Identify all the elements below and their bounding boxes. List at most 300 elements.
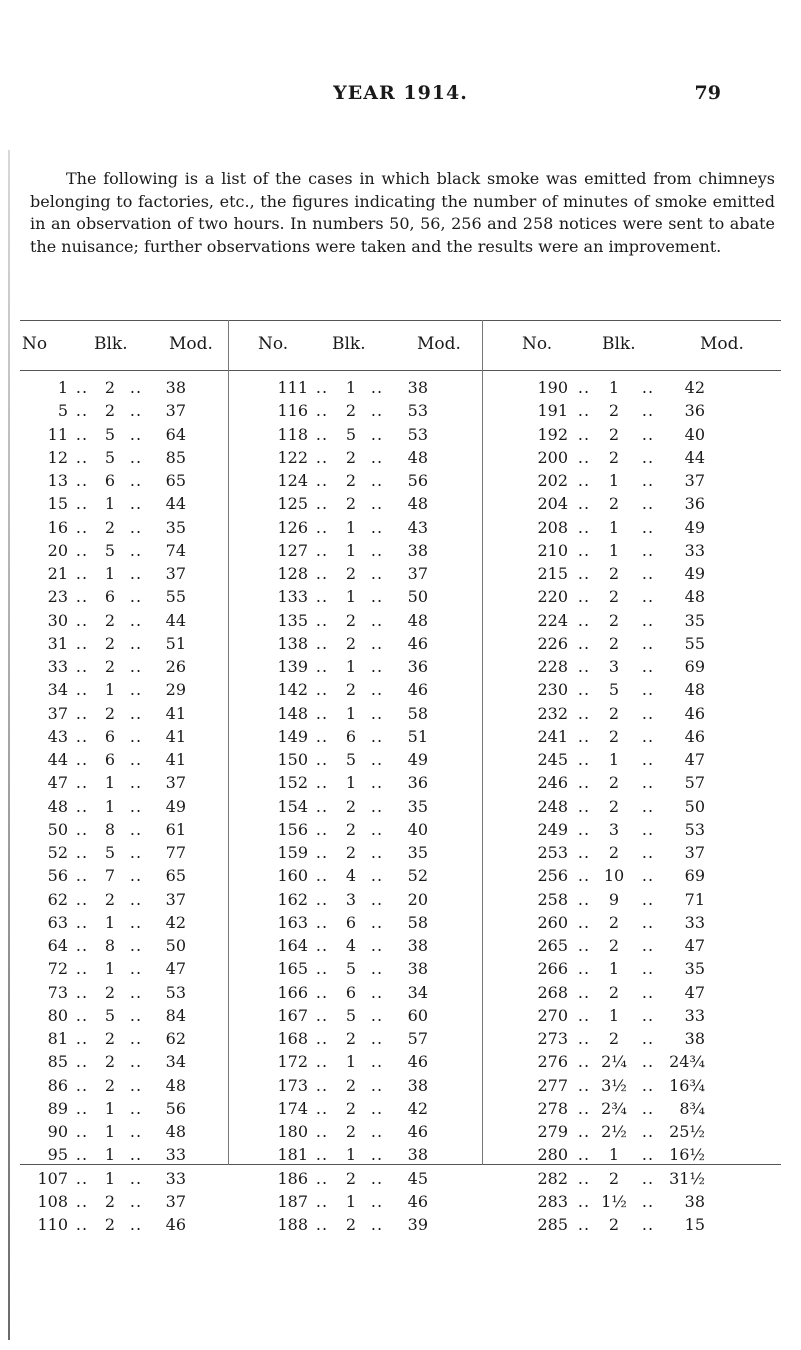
cell-mod: 46	[407, 633, 428, 653]
leader-dots: ..	[370, 564, 384, 583]
leader-dots: ..	[75, 447, 89, 467]
cell-no: 110	[37, 1215, 68, 1234]
cell-no: 62	[47, 889, 68, 909]
cell-no: 266	[537, 959, 568, 979]
cell-blk: 8	[104, 819, 116, 839]
table-header-rule	[20, 370, 781, 371]
leader-dots: ..	[641, 959, 655, 979]
cell-blk: 1	[608, 750, 620, 769]
cell-blk: 1	[104, 959, 116, 979]
leader-dots: ..	[641, 1145, 655, 1165]
cell-no: 150	[277, 750, 308, 769]
cell-no: 44	[47, 750, 68, 769]
cell-no: 31	[47, 633, 68, 653]
leader-dots: ..	[641, 1029, 655, 1048]
cell-blk: 2	[608, 773, 620, 793]
leader-dots: ..	[315, 680, 329, 700]
cell-no: 166	[277, 982, 308, 1002]
leader-dots: ..	[370, 1122, 384, 1141]
cell-mod: 50	[165, 936, 186, 955]
cell-no: 124	[277, 471, 308, 490]
leader-dots: ..	[129, 517, 143, 537]
leader-dots: ..	[75, 540, 89, 560]
header-no: No.	[522, 334, 553, 354]
running-head	[0, 82, 801, 112]
leader-dots: ..	[641, 471, 655, 490]
leader-dots: ..	[577, 982, 591, 1002]
leader-dots: ..	[129, 1075, 143, 1095]
table-row	[20, 399, 781, 422]
cell-no: 122	[277, 447, 308, 467]
cell-mod: 64	[165, 424, 186, 444]
cell-no: 246	[537, 773, 568, 793]
cell-mod: 47	[684, 982, 705, 1002]
leader-dots: ..	[129, 959, 143, 979]
leader-dots: ..	[315, 378, 329, 397]
cell-no: 191	[537, 401, 568, 421]
leader-dots: ..	[315, 1029, 329, 1048]
cell-blk: 8	[104, 936, 116, 955]
header-mod: Mod.	[417, 334, 461, 354]
leader-dots: ..	[370, 959, 384, 979]
table-row	[20, 632, 781, 655]
leader-dots: ..	[641, 657, 655, 676]
leader-dots: ..	[641, 564, 655, 583]
cell-blk: 6	[104, 587, 116, 607]
leader-dots: ..	[75, 1052, 89, 1072]
table-row	[20, 1120, 781, 1143]
cell-blk: 2	[104, 401, 116, 421]
cell-blk: 2	[345, 843, 357, 862]
leader-dots: ..	[577, 959, 591, 979]
cell-mod: 53	[407, 424, 428, 444]
cell-no: 163	[277, 912, 308, 932]
cell-no: 133	[277, 587, 308, 607]
cell-mod: 46	[407, 1052, 428, 1072]
cell-mod: 47	[165, 959, 186, 979]
leader-dots: ..	[577, 680, 591, 700]
cell-no: 11	[47, 424, 68, 444]
table-row	[20, 1167, 781, 1190]
cell-blk: 5	[345, 424, 357, 444]
table-row	[20, 609, 781, 632]
leader-dots: ..	[129, 1122, 143, 1141]
cell-mod: 48	[684, 680, 705, 700]
cell-no: 270	[537, 1005, 568, 1025]
cell-mod: 46	[407, 1191, 428, 1211]
cell-mod: 50	[407, 587, 428, 607]
leader-dots: ..	[577, 773, 591, 793]
table-row	[20, 376, 781, 399]
cell-blk: 3	[608, 657, 620, 676]
leader-dots: ..	[577, 1215, 591, 1234]
cell-no: 226	[537, 633, 568, 653]
cell-no: 142	[277, 680, 308, 700]
cell-mod: 42	[407, 1098, 428, 1118]
cell-blk: 6	[345, 912, 357, 932]
intro-paragraph: The following is a list of the cases in which black smoke was emitted from chimneys belonging to factories, etc., the figures indicating the number of minutes of smoke emitted in an observation of two hours. In numbers 50, 56, 256 and 258 notices were sent to abate the nuisance; further observations were taken and the results were an improvement.	[30, 169, 775, 256]
cell-blk: 2	[345, 680, 357, 700]
leader-dots: ..	[577, 726, 591, 746]
cell-mod: 48	[407, 610, 428, 630]
cell-mod: 65	[165, 866, 186, 886]
leader-dots: ..	[129, 1191, 143, 1211]
leader-dots: ..	[315, 819, 329, 839]
binding-edge	[8, 150, 10, 1340]
cell-blk: 2	[345, 1098, 357, 1118]
cell-mod: 26	[165, 657, 186, 676]
header-blk: Blk.	[94, 334, 128, 354]
cell-blk: 1	[104, 1145, 116, 1165]
cell-no: 138	[277, 633, 308, 653]
leader-dots: ..	[129, 936, 143, 955]
cell-mod: 36	[684, 494, 705, 514]
leader-dots: ..	[370, 610, 384, 630]
cell-no: 268	[537, 982, 568, 1002]
leader-dots: ..	[370, 540, 384, 560]
cell-no: 52	[47, 843, 68, 862]
leader-dots: ..	[641, 936, 655, 955]
cell-blk: 2	[608, 633, 620, 653]
leader-dots: ..	[75, 494, 89, 514]
cell-mod: 37	[165, 889, 186, 909]
cell-mod: 62	[165, 1029, 186, 1048]
cell-no: 160	[277, 866, 308, 886]
cell-no: 173	[277, 1075, 308, 1095]
table-row	[20, 678, 781, 701]
cell-mod: 36	[684, 401, 705, 421]
leader-dots: ..	[370, 819, 384, 839]
cell-no: 283	[537, 1191, 568, 1211]
leader-dots: ..	[129, 1098, 143, 1118]
cell-no: 80	[47, 1005, 68, 1025]
table-row	[20, 888, 781, 911]
cell-blk: 2	[345, 564, 357, 583]
cell-no: 126	[277, 517, 308, 537]
cell-blk: 7	[104, 866, 116, 886]
leader-dots: ..	[75, 1075, 89, 1095]
leader-dots: ..	[577, 610, 591, 630]
cell-mod: 51	[407, 726, 428, 746]
cell-blk: 6	[104, 726, 116, 746]
cell-no: 56	[47, 866, 68, 886]
cell-blk: 5	[104, 1005, 116, 1025]
leader-dots: ..	[315, 843, 329, 862]
cell-blk: 3	[345, 889, 357, 909]
cell-blk: 1	[608, 471, 620, 490]
page-number: 79	[694, 82, 721, 104]
cell-no: 190	[537, 378, 568, 397]
leader-dots: ..	[129, 796, 143, 816]
leader-dots: ..	[129, 1005, 143, 1025]
cell-no: 37	[47, 703, 68, 723]
table-row	[20, 725, 781, 748]
leader-dots: ..	[315, 1122, 329, 1141]
cell-no: 15	[47, 494, 68, 514]
header-blk: Blk.	[602, 334, 636, 354]
header-no: No	[22, 334, 48, 354]
cell-mod: 33	[165, 1145, 186, 1165]
leader-dots: ..	[75, 587, 89, 607]
cell-blk: 2	[608, 982, 620, 1002]
leader-dots: ..	[315, 587, 329, 607]
leader-dots: ..	[129, 494, 143, 514]
cell-mod: 35	[407, 796, 428, 816]
cell-blk: 2	[608, 843, 620, 862]
leader-dots: ..	[75, 1168, 89, 1188]
cell-blk: 1	[345, 1145, 357, 1165]
table-row	[20, 771, 781, 794]
leader-dots: ..	[577, 587, 591, 607]
table-row	[20, 1074, 781, 1097]
cell-blk: 2	[104, 657, 116, 676]
cell-mod: 16½	[669, 1145, 705, 1165]
cell-no: 230	[537, 680, 568, 700]
header-blk: Blk.	[332, 334, 366, 354]
cell-blk: 2	[104, 633, 116, 653]
cell-mod: 36	[407, 657, 428, 676]
cell-blk: 2	[608, 912, 620, 932]
leader-dots: ..	[370, 1075, 384, 1095]
cell-mod: 37	[165, 1191, 186, 1211]
cell-no: 50	[47, 819, 68, 839]
leader-dots: ..	[315, 936, 329, 955]
table-row	[20, 795, 781, 818]
leader-dots: ..	[577, 657, 591, 676]
table-row	[20, 585, 781, 608]
cell-blk: 6	[345, 726, 357, 746]
cell-mod: 46	[684, 726, 705, 746]
leader-dots: ..	[315, 564, 329, 583]
cell-blk: 2	[345, 796, 357, 816]
cell-mod: 55	[684, 633, 705, 653]
leader-dots: ..	[75, 819, 89, 839]
leader-dots: ..	[75, 471, 89, 490]
cell-no: 260	[537, 912, 568, 932]
leader-dots: ..	[641, 843, 655, 862]
cell-no: 280	[537, 1145, 568, 1165]
table-row	[20, 957, 781, 980]
cell-mod: 71	[684, 889, 705, 909]
leader-dots: ..	[315, 1098, 329, 1118]
cell-mod: 49	[407, 750, 428, 769]
leader-dots: ..	[129, 1215, 143, 1234]
leader-dots: ..	[315, 726, 329, 746]
cell-blk: 2	[104, 610, 116, 630]
cell-blk: 3½	[601, 1075, 627, 1095]
leader-dots: ..	[641, 750, 655, 769]
cell-no: 273	[537, 1029, 568, 1048]
cell-mod: 49	[684, 517, 705, 537]
cell-mod: 15	[684, 1215, 705, 1234]
leader-dots: ..	[577, 517, 591, 537]
leader-dots: ..	[641, 1191, 655, 1211]
cell-mod: 46	[165, 1215, 186, 1234]
leader-dots: ..	[370, 401, 384, 421]
cell-mod: 37	[165, 401, 186, 421]
leader-dots: ..	[370, 889, 384, 909]
cell-blk: 1½	[601, 1191, 627, 1211]
cell-no: 162	[277, 889, 308, 909]
cell-blk: 5	[345, 1005, 357, 1025]
cell-no: 148	[277, 703, 308, 723]
cell-no: 220	[537, 587, 568, 607]
leader-dots: ..	[641, 1168, 655, 1188]
cell-mod: 56	[407, 471, 428, 490]
cell-blk: 1	[104, 680, 116, 700]
table-row	[20, 1143, 781, 1166]
cell-mod: 58	[407, 703, 428, 723]
leader-dots: ..	[75, 1029, 89, 1048]
leader-dots: ..	[577, 564, 591, 583]
leader-dots: ..	[315, 1052, 329, 1072]
cell-blk: 2	[345, 1075, 357, 1095]
cell-mod: 51	[165, 633, 186, 653]
cell-mod: 65	[165, 471, 186, 490]
table-row	[20, 1004, 781, 1027]
leader-dots: ..	[315, 610, 329, 630]
cell-blk: 2	[608, 1029, 620, 1048]
leader-dots: ..	[370, 587, 384, 607]
leader-dots: ..	[370, 1029, 384, 1048]
table-row	[20, 655, 781, 678]
header-mod: Mod.	[169, 334, 213, 354]
cell-no: 64	[47, 936, 68, 955]
leader-dots: ..	[577, 1029, 591, 1048]
cell-no: 135	[277, 610, 308, 630]
leader-dots: ..	[641, 447, 655, 467]
cell-blk: 1	[104, 796, 116, 816]
leader-dots: ..	[75, 564, 89, 583]
table-row	[20, 1027, 781, 1050]
cell-mod: 37	[684, 843, 705, 862]
cell-no: 192	[537, 424, 568, 444]
cell-no: 168	[277, 1029, 308, 1048]
cell-no: 156	[277, 819, 308, 839]
cell-no: 47	[47, 773, 68, 793]
cell-mod: 84	[165, 1005, 186, 1025]
cell-no: 73	[47, 982, 68, 1002]
leader-dots: ..	[641, 1052, 655, 1072]
cell-mod: 43	[407, 517, 428, 537]
leader-dots: ..	[315, 633, 329, 653]
cell-mod: 48	[684, 587, 705, 607]
leader-dots: ..	[75, 1122, 89, 1141]
table-row	[20, 1213, 781, 1236]
table-row	[20, 934, 781, 957]
cell-mod: 38	[407, 540, 428, 560]
leader-dots: ..	[577, 378, 591, 397]
cell-blk: 2	[608, 610, 620, 630]
leader-dots: ..	[75, 1191, 89, 1211]
leader-dots: ..	[641, 610, 655, 630]
cell-blk: 5	[608, 680, 620, 700]
leader-dots: ..	[129, 378, 143, 397]
cell-blk: 2¼	[601, 1052, 627, 1072]
cell-blk: 2	[104, 1052, 116, 1072]
cell-mod: 33	[684, 540, 705, 560]
cell-mod: 16¾	[669, 1075, 705, 1095]
cell-mod: 20	[407, 889, 428, 909]
cell-no: 152	[277, 773, 308, 793]
cell-no: 81	[47, 1029, 68, 1048]
leader-dots: ..	[370, 1005, 384, 1025]
leader-dots: ..	[577, 401, 591, 421]
cell-blk: 9	[608, 889, 620, 909]
leader-dots: ..	[577, 494, 591, 514]
cell-no: 210	[537, 540, 568, 560]
cell-mod: 29	[165, 680, 186, 700]
leader-dots: ..	[75, 982, 89, 1002]
leader-dots: ..	[75, 517, 89, 537]
cell-no: 187	[277, 1191, 308, 1211]
leader-dots: ..	[370, 936, 384, 955]
leader-dots: ..	[75, 866, 89, 886]
leader-dots: ..	[315, 796, 329, 816]
cell-mod: 37	[407, 564, 428, 583]
cell-blk: 10	[603, 866, 625, 886]
leader-dots: ..	[641, 866, 655, 886]
cell-mod: 47	[684, 936, 705, 955]
cell-blk: 1	[345, 773, 357, 793]
table-row	[20, 748, 781, 771]
leader-dots: ..	[75, 912, 89, 932]
leader-dots: ..	[129, 843, 143, 862]
cell-mod: 40	[684, 424, 705, 444]
leader-dots: ..	[315, 447, 329, 467]
leader-dots: ..	[641, 912, 655, 932]
cell-no: 20	[47, 540, 68, 560]
leader-dots: ..	[315, 401, 329, 421]
cell-mod: 48	[165, 1075, 186, 1095]
cell-mod: 69	[684, 657, 705, 676]
cell-mod: 45	[407, 1168, 428, 1188]
cell-mod: 34	[407, 982, 428, 1002]
cell-mod: 61	[165, 819, 186, 839]
cell-blk: 1	[345, 378, 357, 397]
leader-dots: ..	[75, 1215, 89, 1234]
leader-dots: ..	[577, 471, 591, 490]
leader-dots: ..	[641, 587, 655, 607]
cell-mod: 44	[165, 610, 186, 630]
table-row	[20, 446, 781, 469]
leader-dots: ..	[370, 633, 384, 653]
leader-dots: ..	[577, 1145, 591, 1165]
cell-blk: 2	[104, 1075, 116, 1095]
cell-blk: 1	[345, 540, 357, 560]
leader-dots: ..	[577, 750, 591, 769]
leader-dots: ..	[315, 982, 329, 1002]
leader-dots: ..	[129, 610, 143, 630]
leader-dots: ..	[641, 494, 655, 514]
table-body	[20, 376, 781, 1236]
cell-mod: 77	[165, 843, 186, 862]
cell-no: 5	[57, 401, 68, 421]
leader-dots: ..	[129, 471, 143, 490]
leader-dots: ..	[577, 1191, 591, 1211]
leader-dots: ..	[641, 424, 655, 444]
cell-mod: 41	[165, 726, 186, 746]
cell-blk: 1	[104, 494, 116, 514]
cell-no: 33	[47, 657, 68, 676]
cell-blk: 1	[104, 773, 116, 793]
cell-blk: 6	[345, 982, 357, 1002]
table-row	[20, 818, 781, 841]
cell-no: 241	[537, 726, 568, 746]
leader-dots: ..	[641, 680, 655, 700]
leader-dots: ..	[315, 1215, 329, 1234]
cell-no: 204	[537, 494, 568, 514]
